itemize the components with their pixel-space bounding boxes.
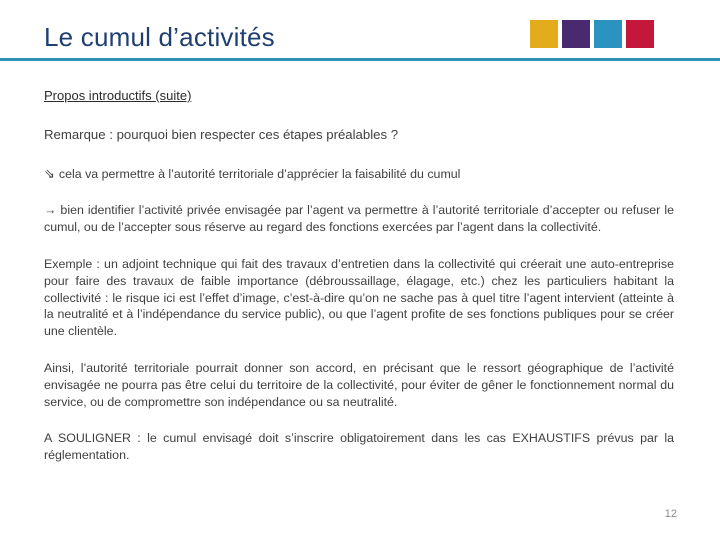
- page-number: 12: [664, 508, 677, 520]
- point-identify-activity: → bien identifier l’activité privée envisagée par l’agent va permettre à l’autorité territoriale d’accepter ou refuser le cumul, ou de l’accepter sous réserve au regard des fonctions exercées par l’agent dans la collectivité.: [44, 203, 674, 235]
- point-feasibility-text: cela va permettre à l’autorité territoriale d’apprécier la faisabilité du cumul: [58, 166, 461, 181]
- yellow-square: [530, 20, 558, 48]
- diagonal-arrow-icon: ⇘: [44, 165, 55, 181]
- decorative-squares: [530, 20, 654, 48]
- souligner-paragraph: A SOULIGNER : le cumul envisagé doit s’inscrire obligatoirement dans les cas EXHAUSTIFS prévus par la réglementation.: [44, 431, 674, 463]
- example-paragraph: Exemple : un adjoint technique qui fait des travaux d’entretien dans la collectivité qui créerait une auto-entreprise pour faire des travaux de faible importance (débroussaillage, élagage, etc.) chez les particuliers habitant la collectivité : le risque ici est l’effet d’image, c’est-à-dire qu’on ne sache pas à quel titre l’agent intervient (atteinte à la neutralité et à l’indépendance du service public), ou que l’agent profite de ses fonctions publiques pour se créer une clientèle.: [44, 256, 674, 339]
- red-square: [626, 20, 654, 48]
- slide-content: [44, 88, 674, 464]
- title-divider: [0, 58, 720, 61]
- point-feasibility: [44, 166, 674, 183]
- remark-text: Remarque : pourquoi bien respecter ces étapes préalables ?: [44, 126, 399, 142]
- ainsi-paragraph: Ainsi, l’autorité territoriale pourrait donner son accord, en précisant que le ressort géographique de l’activité envisagée ne pourra pas être celui du territoire de la collectivité, pour éviter de gêner le fonctionnement normal du service, ou de compromettre son indépendance ou sa neutralité.: [44, 360, 674, 409]
- blue-square: [594, 20, 622, 48]
- purple-square: [562, 20, 590, 48]
- slide-title: Le cumul d’activités: [44, 22, 275, 52]
- section-subtitle: Propos introductifs (suite): [44, 88, 192, 103]
